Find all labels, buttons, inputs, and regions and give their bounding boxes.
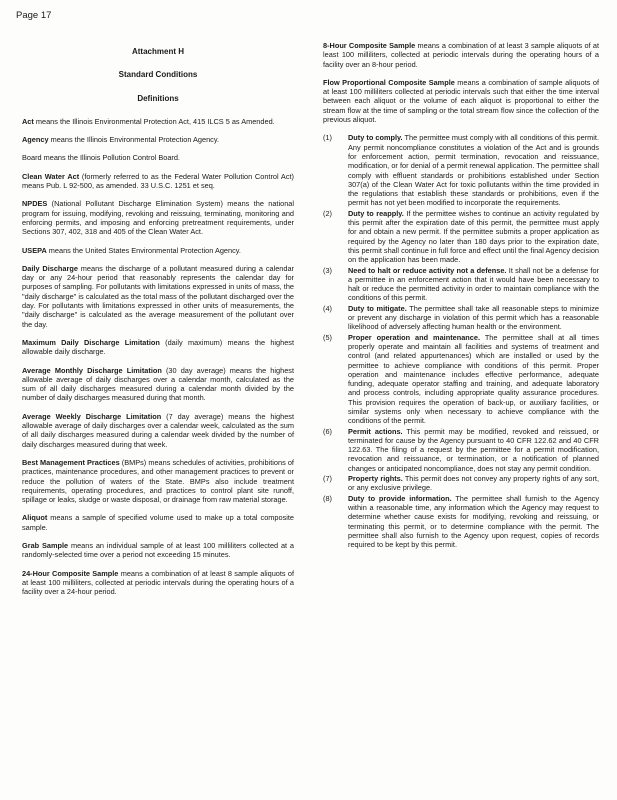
definition-term: 8-Hour Composite Sample bbox=[323, 41, 416, 50]
condition-number: (2) bbox=[323, 208, 332, 218]
definition-term: Flow Proportional Composite Sample bbox=[323, 77, 455, 87]
definition-term: Agency bbox=[22, 135, 49, 145]
definition-text: (formerly referred to as the Federal Water Pollution Control Act) means Pub. L 92-500, as amended. 33 U.S.C. 1251 et seq. bbox=[22, 171, 294, 191]
condition-item bbox=[323, 427, 599, 473]
definition-paragraph bbox=[22, 117, 294, 126]
condition-item bbox=[323, 333, 599, 426]
definition-paragraph bbox=[22, 569, 294, 597]
page-number: Page 17 bbox=[16, 10, 52, 21]
definition-paragraph bbox=[22, 246, 294, 255]
condition-title: Duty to reapply. bbox=[348, 208, 404, 218]
condition-title: Property rights. bbox=[348, 474, 403, 484]
condition-item bbox=[323, 304, 599, 332]
definition-text: means an individual sample of at least 100 milliliters collected at a randomly-selected time over a period not exceeding 15 minutes. bbox=[22, 540, 295, 560]
condition-number: (1) bbox=[323, 133, 332, 143]
definition-paragraph bbox=[22, 458, 294, 504]
definition-term: Aliquot bbox=[22, 513, 48, 523]
right-column bbox=[323, 41, 599, 550]
condition-item bbox=[323, 133, 599, 207]
definition-text: means a combination of at least 3 sample aliquots of at least 100 milliliters, collected at periodic intervals during the operating hours of a facility over an 8-hour period. bbox=[323, 41, 599, 69]
condition-item bbox=[323, 474, 599, 493]
definition-text: means the Illinois Environmental Protection Agency. bbox=[48, 135, 220, 145]
definition-text: (BMPs) means schedules of activities, prohibitions of practices, maintenance procedures, and other management practices to prevent or reduce the pollution of waters of the State. BMPs also include treatment requirements, operating procedures, and practices to control plant site runoff, spillage or leaks, sludge or waste disposal, or drainage from raw material storage. bbox=[22, 457, 294, 505]
definition-text: Board means the Illinois Pollution Control Board. bbox=[22, 153, 180, 163]
definition-text: means a combination of at least 8 sample aliquots of at least 100 milliliters, collected at periodic intervals during the operating hours of a facility over a 24-hour period. bbox=[22, 568, 294, 597]
definition-text: (daily maximum) means the highest allowable daily discharge. bbox=[22, 337, 295, 357]
condition-text: The permittee shall at all times properly operate and maintain all facilities and systems of treatment and control (and related appurtenances) which are installed or used by the permittee to achieve compliance with conditions of this permit. Proper operation and maintenance includes effective performance, adequate funding, adequate operator staffing and training, and adequate laboratory and process controls, including appropriate quality assurance procedures. This provision requires the operation of back-up, or auxiliary facilities, or similar systems only when necessary to achieve compliance with the conditions of the permit. bbox=[348, 332, 599, 426]
condition-number: (3) bbox=[323, 265, 332, 275]
definition-paragraph bbox=[22, 135, 294, 144]
condition-title: Permit actions. bbox=[348, 426, 403, 436]
definition-paragraph bbox=[323, 41, 599, 69]
condition-text: The permittee shall furnish to the Agency within a reasonable time, any information which the Agency may request to determine whether cause exists for modifying, revoking and reissuing, or terminating this permit, or to determine compliance with the permit. The permittee shall also furnish to the Agency upon request, copies of records required to be kept by this permit. bbox=[348, 493, 600, 550]
condition-number: (8) bbox=[323, 493, 332, 503]
condition-item bbox=[323, 494, 599, 550]
definition-term: Average Weekly Discharge Limitation bbox=[22, 411, 162, 421]
definition-term: USEPA bbox=[22, 245, 47, 255]
condition-title: Need to halt or reduce activity not a defense. bbox=[348, 265, 507, 275]
definition-term: Maximum Daily Discharge Limitation bbox=[22, 337, 160, 347]
definition-term: Daily Discharge bbox=[22, 263, 78, 273]
condition-text: If the permittee wishes to continue an activity regulated by this permit after the expiration date of this permit, the permittee must apply for and obtain a new permit. If the permittee submits a proper application as required by the Agency no later than 180 days prior to the expiration date, this permit shall continue in full force and effect until the final Agency decision on the application has been made. bbox=[348, 208, 599, 265]
definition-paragraph bbox=[323, 78, 599, 124]
definition-term: Average Monthly Discharge Limitation bbox=[22, 365, 162, 375]
definition-term: Grab Sample bbox=[22, 540, 69, 550]
definitions-heading: Definitions bbox=[137, 93, 179, 103]
definition-paragraph bbox=[22, 513, 294, 532]
left-column bbox=[22, 47, 294, 605]
definition-paragraph bbox=[22, 264, 294, 329]
definition-paragraph bbox=[22, 412, 294, 449]
definitions-list-left bbox=[22, 117, 294, 597]
definitions-list-right bbox=[323, 41, 599, 124]
condition-text: This permit may be modified, revoked and reissued, or terminated for cause by the Agency pursuant to 40 CFR 122.62 and 40 CFR 122.63. The filing of a request by the permittee for a permit modification, revocation and reissuance, or termination, or a notification of planned changes or anticipated noncompliance, does not stay any permit condition. bbox=[348, 426, 599, 473]
definition-paragraph bbox=[22, 153, 294, 162]
standard-conditions-title: Standard Conditions bbox=[118, 70, 198, 80]
definition-text: means the Illinois Environmental Protection Act, 415 ILCS 5 as Amended. bbox=[33, 116, 275, 126]
condition-number: (6) bbox=[323, 426, 332, 436]
condition-title: Duty to comply. bbox=[348, 133, 403, 143]
definition-text: (30 day average) means the highest allowable average of daily discharges over a calendar month, calculated as the sum of all daily discharges measured during a calendar month divided by the number of daily discharges measured during that month. bbox=[22, 365, 294, 403]
condition-text: The permittee must comply with all conditions of this permit. Any permit noncompliance constitutes a violation of the Act and is grounds for enforcement action, permit termination, revocation and reissuance, modification, or for denial of a permit renewal application. The permittee shall comply with effluent standards or prohibitions established under Section 307(a) of the Clean Water Act for toxic pollutants within the time provided in the regulations that establish these standards or prohibitions, even if the permit has not yet been modified to incorporate the requirements. bbox=[348, 133, 599, 208]
definition-paragraph bbox=[22, 541, 294, 560]
condition-title: Proper operation and maintenance. bbox=[348, 332, 480, 342]
definition-paragraph bbox=[22, 338, 294, 357]
definition-text: means a combination of sample aliquots of at least 100 milliliters collected at periodic intervals such that either the time interval between each aliquot or the volume of each aliquot is proportional to either the stream flow at the time of sampling or the total stream flow since the collection of the previous aliquot. bbox=[323, 77, 599, 125]
condition-item bbox=[323, 266, 599, 303]
definition-term: Best Management Practices bbox=[22, 457, 120, 467]
definition-text: (7 day average) means the highest allowable average of daily discharges over a calendar week, calculated as the sum of all daily discharges measured during a calendar week divided by the number of daily discharges measured during that week. bbox=[22, 411, 295, 449]
condition-title: Duty to provide information. bbox=[348, 493, 452, 503]
definition-text: means a sample of specified volume used to make up a total composite sample. bbox=[22, 513, 294, 532]
condition-number: (7) bbox=[323, 474, 332, 484]
condition-item bbox=[323, 209, 599, 265]
definition-text: means the United States Environmental Protection Agency. bbox=[46, 245, 241, 255]
definition-paragraph bbox=[22, 199, 294, 236]
definition-paragraph bbox=[22, 366, 294, 403]
definition-text: (National Pollutant Discharge Elimination System) means the national program for issuing, modifying, revoking and reissuing, terminating, monitoring and enforcing permits, and imposing and enforcing pretreatment requirements, under Sections 307, 402, 318 and 405 of the Clean Water Act. bbox=[22, 199, 294, 237]
condition-title: Duty to mitigate. bbox=[348, 303, 407, 313]
attachment-title: Attachment H bbox=[131, 47, 184, 56]
condition-text: The permittee shall take all reasonable steps to minimize or prevent any discharge in violation of this permit which has a reasonable likelihood of adversely affecting human health or the environment. bbox=[348, 303, 599, 332]
condition-text: It shall not be a defense for a permittee in an enforcement action that it would have been necessary to halt or reduce the permitted activity in order to maintain compliance with the conditions of this permit. bbox=[348, 265, 599, 303]
definition-term: Clean Water Act bbox=[22, 171, 80, 181]
conditions-list bbox=[323, 133, 599, 549]
definition-term: Act bbox=[22, 116, 34, 126]
definition-term: NPDES bbox=[22, 199, 48, 209]
condition-text: This permit does not convey any property rights of any sort, or any exclusive privilege. bbox=[348, 474, 599, 493]
condition-number: (5) bbox=[323, 332, 332, 342]
definition-paragraph bbox=[22, 172, 294, 191]
condition-number: (4) bbox=[323, 303, 332, 313]
definition-text: means the discharge of a pollutant measured during a calendar day or any 24-hour period that reasonably represents the calendar day for purposes of sampling. For pollutants with limitations expressed in units of mass, the "daily discharge" is calculated as the total mass of the pollutant discharged over the day. For pollutants with limitations expressed in other units of measurements, the "daily discharge" is calculated as the average measurement of the pollutant over the day. bbox=[22, 263, 294, 329]
definition-term: 24-Hour Composite Sample bbox=[22, 568, 119, 578]
